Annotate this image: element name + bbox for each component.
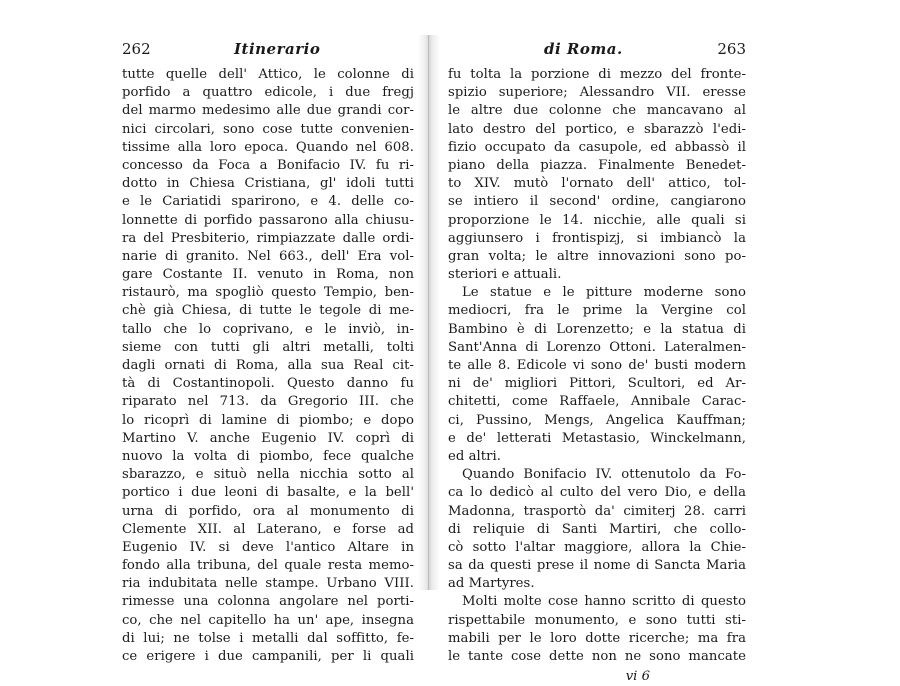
- book-gutter: [418, 35, 440, 590]
- left-running-head: [122, 40, 414, 64]
- text-line: rimesse una colonna angolare nel porti-: [122, 594, 414, 610]
- text-line: rispettabile monumento, e sono tutti sti-: [448, 612, 746, 628]
- text-line: dotto in Chiesa Cristiana, gl' idoli tutti: [122, 176, 414, 192]
- text-line: del marmo medesimo alle due grandi cor-: [122, 103, 414, 119]
- text-line: nuovo la volta di piombo, fece qualche: [122, 448, 414, 464]
- text-line: gare Costante II. venuto in Roma, non: [122, 267, 414, 283]
- text-line: gran volta; le altre innovazioni sono po-: [448, 248, 746, 264]
- text-line: fu tolta la porzione di mezzo del fronte-: [448, 67, 746, 82]
- text-line: nici circolari, sono cose tutte convenien-: [122, 121, 414, 137]
- text-line: ca lo dedicò al culto del vero Dio, e della: [448, 485, 746, 501]
- text-line: tutte quelle dell' Attico, le colonne di: [122, 67, 414, 82]
- text-line: lo ricoprì di lamine di piombo; e dopo: [122, 412, 414, 428]
- text-line: Madonna, trasportò da' cimiterj 28. carri: [448, 503, 746, 519]
- text-line: sbarazzo, e situò nella nicchia sotto al: [122, 467, 414, 483]
- text-line: Bambino è di Lorenzetto; e la statua di: [448, 321, 746, 337]
- text-line: fondo alla tribuna, del quale resta memo-: [122, 558, 414, 574]
- text-line: sieme con tutti gli altri metalli, tolti: [122, 339, 414, 355]
- text-line: tissime alla loro epoca. Quando nel 608.: [122, 139, 414, 155]
- text-line: Sant'Anna di Lorenzo Ottoni. Lateralmen-: [448, 339, 746, 355]
- text-line: piano della piazza. Finalmente Benedet-: [448, 157, 746, 173]
- text-line: proporzione le 14. nicchie, alle quali si: [448, 212, 746, 228]
- text-line: ce erigere i due campanili, per li quali: [122, 649, 414, 664]
- left-page-number: 262: [122, 40, 151, 58]
- text-line: se intiero il second' ordine, cangiarono: [448, 194, 746, 210]
- text-line: lato destro del portico, e sbarazzò l'edi-: [448, 121, 746, 137]
- text-line: ristaurò, ma spogliò questo Tempio, ben-: [122, 285, 414, 301]
- text-line: tallo che lo coprivano, e le inviò, in-: [122, 321, 414, 337]
- text-line: mabili per le loro dotte ricerche; ma fra: [448, 630, 746, 646]
- right-page-number: 263: [717, 40, 746, 58]
- text-line: spizio superiore; Alessandro VII. eresse: [448, 85, 746, 101]
- text-line: ad Martyres.: [448, 576, 535, 592]
- paragraph-start-line: Quando Bonifacio IV. ottenutolo da Fo-: [462, 467, 746, 483]
- text-line: Clemente XII. al Laterano, e forse ad: [122, 521, 414, 537]
- text-line: ci, Pussino, Mengs, Angelica Kauffman;: [448, 412, 746, 428]
- text-line: di lui; ne tolse i metalli dal soffitto, fe-: [122, 630, 414, 646]
- text-line: ra del Presbiterio, rimpiazzate dalle ordi-: [122, 230, 414, 246]
- right-page: [448, 40, 746, 685]
- left-page: [122, 40, 414, 664]
- text-line: te alle 8. Edicole vi sono de' busti modern: [448, 358, 746, 373]
- text-line: riparato nel 713. da Gregorio III. che: [122, 394, 414, 410]
- paragraph-start-line: Molti molte cose hanno scritto di questo: [462, 594, 746, 610]
- text-line: tà di Costantinopoli. Questo danno fu: [122, 376, 414, 392]
- left-running-title: Itinerario: [234, 40, 321, 58]
- text-line: e le Cariatidi sparirono, e 4. delle co-: [122, 194, 414, 210]
- text-line: Eugenio IV. si deve l'antico Altare in: [122, 539, 414, 555]
- text-line: ria indubitata nelle stampe. Urbano VIII.: [122, 576, 414, 592]
- text-line: lonnette di porfido passarono alla chiusu-: [122, 212, 414, 228]
- text-line: di reliquie di Santi Martiri, che collo-: [448, 521, 746, 537]
- gutter-fold-line: [428, 35, 429, 590]
- signature-mark: vi 6: [625, 669, 650, 685]
- text-line: sa da questi prese il nome di Sancta Maria: [448, 558, 746, 574]
- text-line: porfido a quattro edicole, i due fregj: [122, 85, 414, 101]
- text-line: urna di porfido, ora al monumento di: [122, 503, 414, 519]
- text-line: aggiunsero i frontispizj, si imbiancò la: [448, 230, 746, 246]
- right-running-head: [448, 40, 746, 64]
- text-line: chitetti, come Raffaele, Annibale Carac-: [448, 394, 746, 410]
- text-line: ed altri.: [448, 448, 501, 464]
- text-line: ni de' migliori Pittori, Scultori, ed Ar-: [448, 376, 746, 392]
- text-line: to XIV. mutò l'ornato dell' attico, tol-: [448, 176, 746, 192]
- text-line: steriori e attuali.: [448, 267, 562, 283]
- text-line: e de' letterati Metastasio, Winckelmann,: [448, 430, 746, 446]
- text-line: mediocri, fra le prime la Vergine col: [448, 303, 746, 319]
- text-line: portico i due leoni di basalte, e la bell': [122, 485, 414, 501]
- left-text-block: [122, 66, 414, 666]
- text-line: Martino V. anche Eugenio IV. coprì di: [122, 430, 414, 446]
- text-line: le altre due colonne che mancavano al: [448, 103, 746, 119]
- text-line: narie di granito. Nel 663., dell' Era vol-: [122, 248, 414, 264]
- paragraph-start-line: Le statue e le pitture moderne sono: [462, 285, 746, 301]
- text-line: chè già Chiesa, di tutte le tegole di me-: [122, 303, 414, 319]
- right-text-block: [448, 66, 746, 666]
- text-line: concesso da Foca a Bonifacio IV. fu ri-: [122, 157, 414, 173]
- text-line: le tante cose dette non ne sono mancate: [448, 649, 746, 664]
- text-line: dagli ornati di Roma, alla sua Real cit-: [122, 358, 414, 373]
- text-line: fizio occupato da casupole, ed abbassò il: [448, 139, 746, 155]
- right-running-title: di Roma.: [544, 40, 623, 58]
- text-line: co, che nel capitello ha un' ape, insegna: [122, 612, 414, 628]
- text-line: cò sotto l'altar maggiore, allora la Chie-: [448, 539, 746, 555]
